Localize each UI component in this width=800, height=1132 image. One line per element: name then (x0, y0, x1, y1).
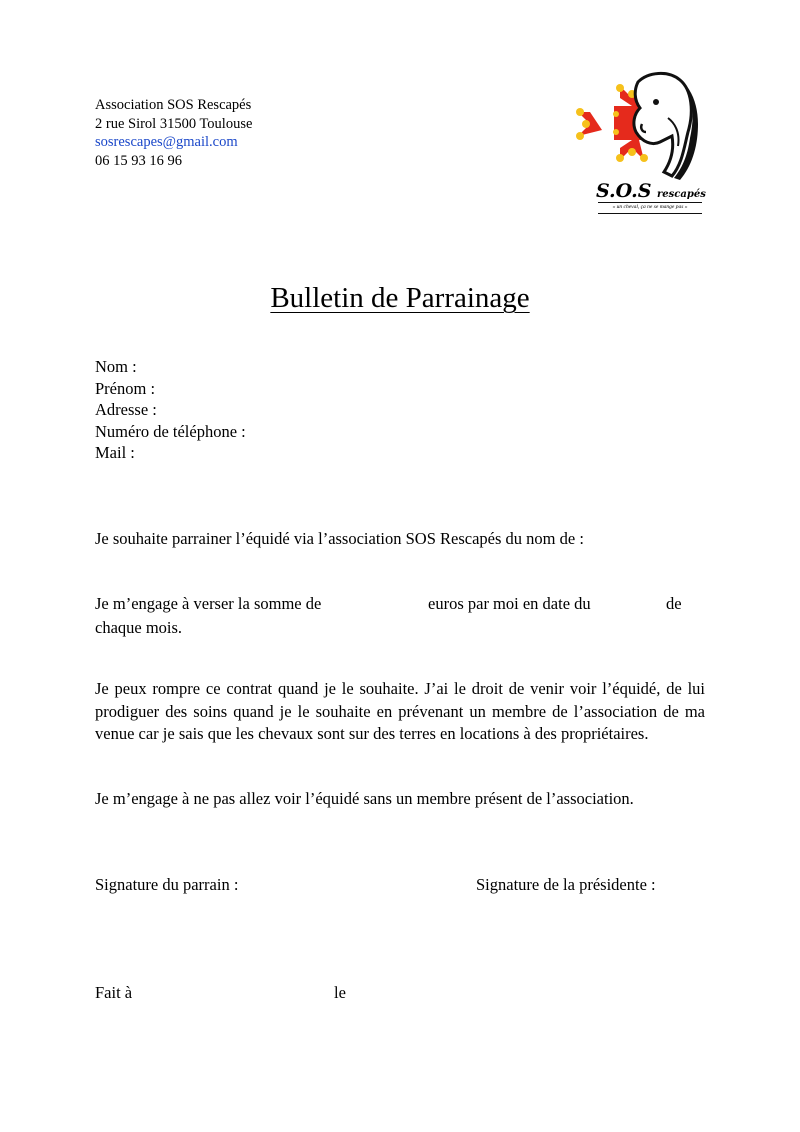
equide-paragraph: Je souhaite parrainer l’équidé via l’association SOS Rescapés du nom de : (95, 529, 584, 548)
engagement-line2: chaque mois. (95, 618, 183, 637)
contract-terms-paragraph: Je peux rompre ce contrat quand je le souhaite. J’ai le droit de venir voir l’équidé, de lui prodiguer des soins quand je le souhaite en prévenant un membre de l’association de ma venue car je sais que les chevaux sont sur des terres en locations à des propriétaires. (95, 679, 705, 743)
field-nom: Nom : (95, 357, 137, 376)
association-header (95, 96, 252, 170)
org-address: 2 rue Sirol 31500 Toulouse (95, 115, 253, 132)
engagement-part2: euros par moi en date du (428, 594, 591, 613)
logo-brand-text (596, 180, 706, 202)
date-label: le (334, 983, 346, 1002)
logo-divider-bottom (598, 213, 702, 214)
logo-divider (598, 202, 702, 203)
field-prenom: Prénom : (95, 378, 156, 398)
sos-rescapes-logo (576, 68, 706, 218)
president-signature-label: Signature de la présidente : (476, 875, 656, 894)
org-phone: 06 15 93 16 96 (95, 152, 182, 169)
field-mail: Mail : (95, 443, 135, 462)
engagement-part3: de (666, 594, 682, 613)
logo-brand-suffix: rescapés (657, 189, 706, 200)
org-email-link[interactable]: sosrescapes@gmail.com (95, 134, 238, 150)
visit-terms-paragraph: Je m’engage à ne pas allez voir l’équidé sans un membre présent de l’association. (95, 789, 634, 808)
engagement-line (95, 593, 705, 615)
engagement-part1: Je m’engage à verser la somme de (95, 594, 322, 613)
field-adresse: Adresse : (95, 400, 157, 419)
logo-brand: S.O.S (596, 180, 652, 202)
sponsor-fields (95, 356, 246, 464)
org-name: Association SOS Rescapés (95, 97, 252, 113)
logo-motto: « un cheval, ça ne se mange pas » (612, 204, 688, 210)
place-label: Fait à (95, 983, 133, 1002)
sponsor-signature-label: Signature du parrain : (95, 875, 239, 894)
page-title: Bulletin de Parrainage (270, 282, 530, 314)
field-telephone: Numéro de téléphone : (95, 421, 246, 441)
